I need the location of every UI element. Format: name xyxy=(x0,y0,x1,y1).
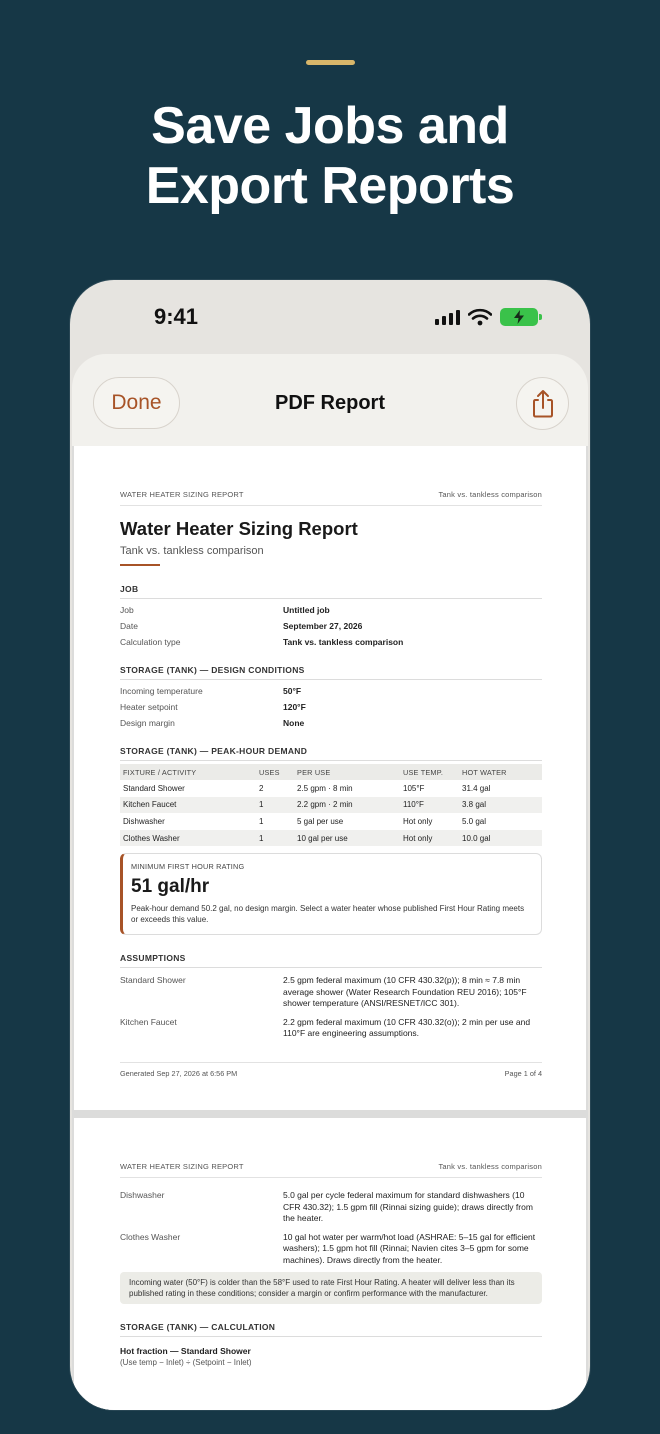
pdf-viewer[interactable] xyxy=(72,446,588,1410)
job-row-key: Job xyxy=(120,605,134,615)
result-label: MINIMUM FIRST HOUR RATING xyxy=(131,862,245,872)
setpoint-value: 120°F xyxy=(283,702,306,712)
setpoint-key: Heater setpoint xyxy=(120,702,178,712)
table-row xyxy=(120,797,542,814)
job-row xyxy=(120,605,542,615)
col-fixture: FIXTURE / ACTIVITY xyxy=(120,764,256,780)
demand-table-header xyxy=(120,764,542,780)
assumptions-heading: ASSUMPTIONS xyxy=(120,953,542,968)
footer-page-number: Page 1 of 4 xyxy=(504,1068,542,1078)
assumption-row xyxy=(120,1017,542,1040)
running-header xyxy=(120,1162,542,1178)
cell: 10 gal per use xyxy=(294,830,400,847)
cell: 5.0 gal xyxy=(462,816,487,826)
demand-section-heading: STORAGE (TANK) — PEAK-HOUR DEMAND xyxy=(120,746,542,761)
cell: 2.2 gpm · 2 min xyxy=(294,797,400,814)
result-value: 51 gal/hr xyxy=(131,876,210,898)
table-row xyxy=(120,813,542,830)
pdf-page-2 xyxy=(74,1118,586,1410)
cell: 110°F xyxy=(400,797,459,814)
assumption-row xyxy=(120,1190,542,1225)
first-hour-rating-callout xyxy=(120,853,542,935)
job-section-heading: JOB xyxy=(120,584,542,599)
assumption-key: Standard Shower xyxy=(120,975,186,986)
headline xyxy=(0,96,660,216)
report-title: Water Heater Sizing Report xyxy=(120,518,358,539)
running-header-right: Tank vs. tankless comparison xyxy=(438,1162,542,1171)
assumption-key: Dishwasher xyxy=(120,1190,165,1200)
calc-type-row-key: Calculation type xyxy=(120,637,181,647)
title-rule xyxy=(120,564,160,566)
design-margin-row xyxy=(120,718,542,728)
share-icon xyxy=(530,389,556,419)
phone-frame xyxy=(70,280,590,1410)
pdf-report-sheet xyxy=(72,354,588,1410)
done-button[interactable]: Done xyxy=(93,377,180,429)
report-subtitle: Tank vs. tankless comparison xyxy=(120,545,264,557)
cell: 3.8 gal xyxy=(459,797,542,814)
calc-formula: (Use temp − Inlet) ÷ (Setpoint − Inlet) xyxy=(120,1358,252,1367)
demand-table xyxy=(120,764,542,846)
cell: 31.4 gal xyxy=(462,783,491,793)
cell: Hot only xyxy=(400,830,459,847)
assumption-value: 10 gal hot water per warm/hot load (ASHRAE: 5–15 gal for efficient washers); 1.5 gpm hot fill (Rinnai; Navien cites 3–5 gpm for some machines). Draws directly from the heater. xyxy=(283,1231,536,1265)
date-row-key: Date xyxy=(120,621,138,631)
cold-inlet-warning: Incoming water (50°F) is colder than the 58°F used to rate First Hour Rating. A heater will deliver less than its published rating in these conditions; consider a margin or confirm performance with the manufacturer. xyxy=(120,1272,542,1304)
table-row xyxy=(120,780,542,797)
headline-line-1: Save Jobs and xyxy=(151,97,509,155)
share-button[interactable] xyxy=(516,377,569,430)
cell: 1 xyxy=(256,797,294,814)
cell: Kitchen Faucet xyxy=(120,797,256,814)
cell: Dishwasher xyxy=(123,816,165,826)
cell: 1 xyxy=(259,816,264,826)
assumption-value: 5.0 gal per cycle federal maximum for standard dishwashers (10 CFR 430.32); 1.5 gpm fill (Rinnai sizing guide); draws directly from the heater. xyxy=(283,1190,533,1223)
design-margin-value: None xyxy=(283,718,305,728)
running-header-left: WATER HEATER SIZING REPORT xyxy=(120,490,244,499)
sheet-header xyxy=(72,354,588,446)
design-margin-key: Design margin xyxy=(120,718,175,728)
assumption-value: 2.5 gpm federal maximum (10 CFR 430.32(p)); 8 min ≈ 7.8 min average shower (Water Research Foundation REU 2016); 105°F shower temperature (ANSI/RESNET/ICC 301). xyxy=(283,975,527,1009)
design-section-heading: STORAGE (TANK) — DESIGN CONDITIONS xyxy=(120,665,542,680)
running-header-left: WATER HEATER SIZING REPORT xyxy=(120,1162,244,1171)
date-row xyxy=(120,621,542,631)
page-footer xyxy=(120,1062,542,1078)
cell: 105°F xyxy=(403,783,425,793)
cell: Hot only xyxy=(403,816,433,826)
col-uses: USES xyxy=(256,764,294,780)
wifi-icon xyxy=(468,308,492,326)
running-header-right: Tank vs. tankless comparison xyxy=(438,490,542,499)
assumption-key: Clothes Washer xyxy=(120,1231,181,1242)
job-row-value: Untitled job xyxy=(283,605,330,615)
cell: Clothes Washer xyxy=(120,830,256,847)
calc-type-row-value: Tank vs. tankless comparison xyxy=(283,637,404,647)
setpoint-row xyxy=(120,702,542,712)
running-header xyxy=(120,490,542,506)
status-icons xyxy=(435,308,538,326)
col-per-use: PER USE xyxy=(294,764,400,780)
calc-type-row xyxy=(120,637,542,647)
date-row-value: September 27, 2026 xyxy=(283,621,363,631)
cell: 10.0 gal xyxy=(459,830,542,847)
cell: 2.5 gpm · 8 min xyxy=(297,783,353,793)
incoming-temp-row xyxy=(120,686,542,696)
footer-generated: Generated Sep 27, 2026 at 6:56 PM xyxy=(120,1068,238,1078)
pdf-page-1 xyxy=(74,446,586,1110)
cell: 5 gal per use xyxy=(297,816,344,826)
result-note: Peak-hour demand 50.2 gal, no design margin. Select a water heater whose published First Hour Rating meets or exceeds this value. xyxy=(131,904,525,925)
cell: Standard Shower xyxy=(123,783,185,793)
cell: 1 xyxy=(256,830,294,847)
battery-charging-icon xyxy=(500,308,538,326)
assumption-row xyxy=(120,1232,542,1267)
headline-line-2: Export Reports xyxy=(145,157,515,215)
assumption-row xyxy=(120,975,542,1010)
cellular-signal-icon xyxy=(435,309,460,325)
sheet-title: PDF Report xyxy=(275,392,385,414)
col-hot-water: HOT WATER xyxy=(459,764,542,780)
assumption-value: 2.2 gpm federal maximum (10 CFR 430.32(o)); 2 min per use and 110°F are engineering assumptions. xyxy=(283,1016,531,1039)
assumption-key: Kitchen Faucet xyxy=(120,1016,177,1027)
calc-section-heading: STORAGE (TANK) — CALCULATION xyxy=(120,1322,542,1337)
incoming-temp-key: Incoming temperature xyxy=(120,686,203,696)
table-row xyxy=(120,830,542,847)
calc-label: Hot fraction — Standard Shower xyxy=(120,1346,251,1356)
col-use-temp: USE TEMP. xyxy=(400,764,459,780)
incoming-temp-value: 50°F xyxy=(283,686,302,696)
status-time: 9:41 xyxy=(154,304,199,329)
headline-accent-bar xyxy=(306,60,355,65)
cell: 2 xyxy=(259,783,264,793)
